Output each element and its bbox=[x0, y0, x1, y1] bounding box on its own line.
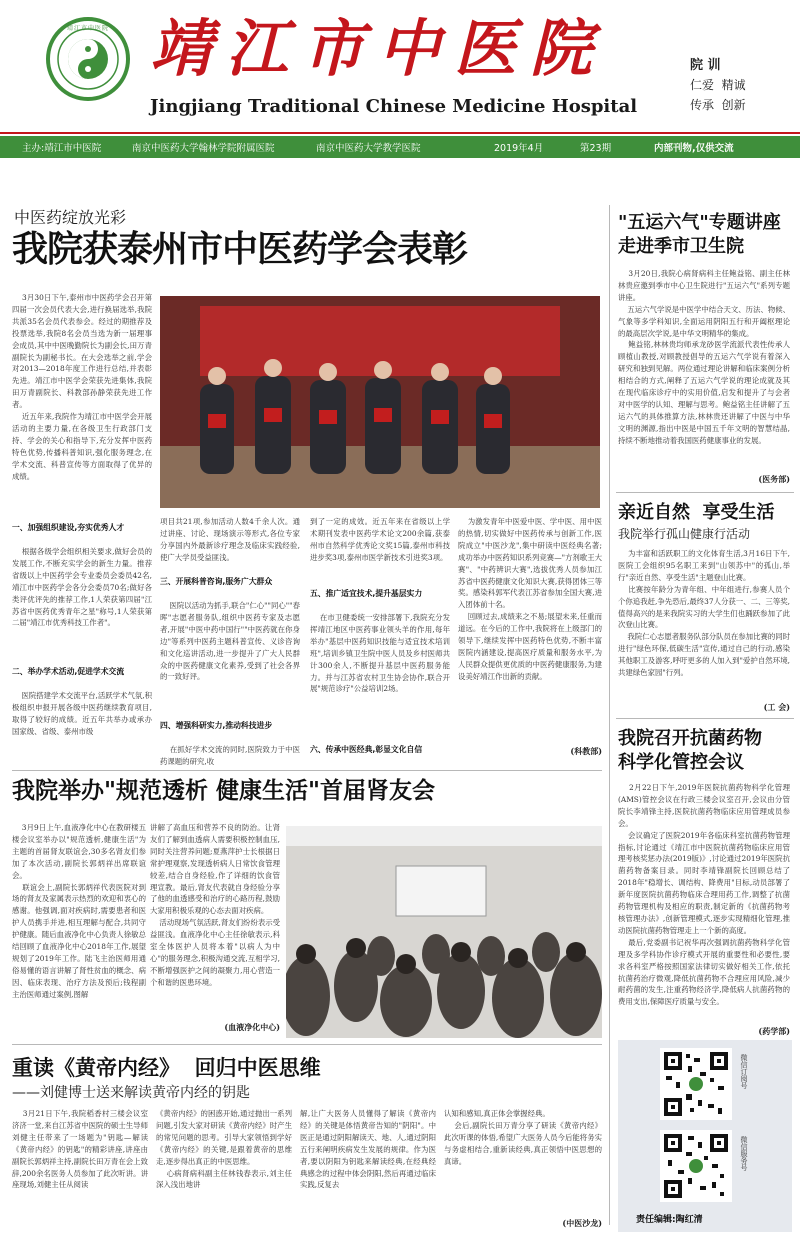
side3-credit: (药学部) bbox=[758, 1026, 790, 1036]
lead-col-3a: 到了一定的成效。近五年来在省级以上学术期刊发表中医药学术论文200余篇,获泰州市自然科学优秀论文奖15篇,泰州市科技进步奖3项,泰州市医学新技术引进奖3项。 bbox=[310, 517, 450, 562]
story2-credit: (血液净化中心) bbox=[224, 1022, 280, 1032]
story3-subhead: ——刘健博士送来解读黄帝内经的钥匙 bbox=[12, 1085, 250, 1101]
story3-col-2: 《黄帝内经》的困惑开始,通过抛出一系列问题,引发大家对研读《黄帝内经》时产生的常见问题的思考。引导大家领悟到学好《黄帝内经》的关键,是跟着黄帝的思维走,逐步得出真正的中医思维。 心病肾病科副主任林钱春表示,刘主任深入浅出地讲 bbox=[156, 1109, 292, 1190]
lead-kicker: 中医药绽放光彩 bbox=[14, 208, 127, 227]
lead-col-2-sub-4: 四、增强科研实力,推动科技进步 bbox=[160, 721, 273, 730]
qr-label-2: 微信服务号 bbox=[740, 1136, 748, 1171]
logo-text: 靖江市中医院 bbox=[66, 25, 109, 32]
lead-col-1c: 医院搭建学术交流平台,活跃学术气氛,积极组织申报开展各级中医药继续教育项目,取得了较好的成绩。近五年共举办或承办国家级、省级、泰州市级 bbox=[12, 691, 152, 736]
story3-col-1: 3月21日下午,我院稻香村三楼会议室济济一堂,来自江苏省中医院的硕士生导师刘健主任带来了一场题为"钥匙—解读《黄帝内经》的钥匙"的精彩讲座,讲座由副院长郭炳祥主持,副院长田万青在会上致辞,200余名医务人员参加了此次听讲。讲座现场,刘健主任从阅读 bbox=[12, 1109, 148, 1190]
info-note: 内部刊物,仅供交流 bbox=[654, 143, 734, 154]
lead-rule bbox=[12, 770, 602, 771]
motto-label: 院 训 bbox=[690, 58, 721, 73]
side3-headline-1: 我院召开抗菌药物 bbox=[618, 728, 762, 749]
story3-credit: (中医沙龙) bbox=[562, 1218, 602, 1228]
lead-col-1: 3月30日下午,泰州市中医药学会召开第四届一次会员代表大会,进行换届选举,我院共派35名会员代表参会。经过的期推荐及投票选举,我院8名会员当选为新一届理事会成员,其中中医晚勤院长为副会长,田万青副院长为副秘书长。在大会选举之前,学会对2013—2018年度工作进行总结,并表彰先进。靖江市中医学会荣获先进集体,我院田万青副院长、科教部孙静荣获先进工作者。 近五年来,我院作为靖江市中医学会开展活动的主要力量,在各级卫生行政部门支持、学会的关心和指导下,充分发挥中医药特色优势,传播科普知识,强化服务理念,在学术交流、科普宣传等方面取得了优异的成绩。 bbox=[12, 293, 152, 481]
lead-col-1-sub-2: 二、举办学术活动,促进学术交流 bbox=[12, 667, 125, 676]
side1-credit: (医务部) bbox=[758, 474, 790, 484]
qr-label-1: 微信订阅号 bbox=[740, 1054, 748, 1089]
info-affiliate-1: 南京中医药大学翰林学院附属医院 bbox=[132, 143, 275, 154]
lead-col-3-sub-6: 六、传承中医经典,彰显文化自信 bbox=[310, 745, 423, 754]
side1-body: 3月20日,我院心病肾病科主任鲍益铭、副主任林林贵应邀到季市中心卫生院进行"五运六气"系列专题讲座。 五运六气学说是中医学中结合天文、历法、物候、气象等多学科知识,全面运用阴阳五行和开阖枢理论的最高层次学说,是中华文明精华的集成。 鲍益铭,林林贵均师承龙砂医学流派代表性传承人顾植山教授,对顾教授倡导的五运六气学说有着深入研究和独到见解。两位通过理论讲解和临床案例分析相结合的方式,阐释了五运六气学说的理论成就及其在现代临床诊疗中的实用价值,启发和提升了与会者对中医学的认知、理解与思考。鲍益铭主任讲解了五运六气的具体推算方法,林林贵还讲解了中医与中华文明的渊源,指出中医是中国五千年文明的智慧结晶,持续不断地推动着我国医药健康事业的发展。 bbox=[618, 269, 790, 445]
qr-code-1 bbox=[660, 1048, 732, 1120]
lead-col-2a: 项目共21项,参加活动人数4千余人次。通过讲座、讨论、现场演示等形式,各位专家分享国内外最新诊疗理念及临床实践经验,使广大学员受益匪浅。 bbox=[160, 517, 300, 562]
column-divider bbox=[609, 205, 610, 1225]
side1-rule bbox=[616, 492, 794, 493]
editor-credit: 责任编辑:陶红清 bbox=[636, 1215, 703, 1225]
info-affiliate-2: 南京中医药大学教学医院 bbox=[316, 143, 421, 154]
lead-col-2b: 医院以活动为抓手,联合"仁心""同心""春晖"志愿者服务队,组织中医药专家及志愿者,开展"中医中药中国行""中医药就在你身边"等系列中医药主题科普宣传、义诊咨询和文化巡讲活动,进一步提升了广大人民群众的中医药健康文化素养,受到了社会各界的一致好评。 bbox=[160, 601, 300, 682]
side2-subhead: 我院举行孤山健康行活动 bbox=[618, 527, 751, 541]
motto-line-1: 仁爱 精诚 bbox=[690, 78, 746, 92]
motto-line-2: 传承 创新 bbox=[690, 98, 746, 112]
lead-col-1b: 根据各级学会组织相关要求,做好会员的发展工作,不断充实学会的新生力量。推荐省级以上中医药学会专业委员会委员42名,靖江市中医药学会各分会委员70名;做好各类评优评先的推荐工作,1人荣获第四届"江苏省中医药优秀青年之星"称号,1人荣获第二届"靖江市优秀科技工作者"。 bbox=[12, 547, 152, 628]
lead-col-2c: 在抓好学术交流的同时,医院致力于中医药课题的研究,收 bbox=[160, 745, 300, 766]
qr-code-2 bbox=[660, 1130, 732, 1202]
side2-credit: (工 会) bbox=[763, 702, 790, 712]
lead-col-2-sub-3: 三、开展科普咨询,服务广大群众 bbox=[160, 577, 273, 586]
info-sponsor: 主办:靖江市中医院 bbox=[22, 143, 102, 154]
masthead-title: 靖江市中医院 bbox=[150, 12, 607, 85]
story3-col-3: 解,让广大医务人员懂得了解读《黄帝内经》的关键是体悟黄帝告知的"阴阳"。中医正是通过阴阳解读天、地、人,通过阴阳五行来阐明疾病发生发展的规律。作为医者,要以阴阳为钥匙来解读经典,在经典经典感念的过程中体会阴阳,然后再通过临床实践,反复去 bbox=[300, 1109, 436, 1190]
side3-headline-2: 科学化管控会议 bbox=[618, 752, 744, 773]
lead-col-3b: 在市卫健委统一安排部署下,我院充分发挥靖江地区中医药事业领头羊的作用,每年举办"基层中医药知识技能与适宜技术培训班",培训乡镇卫生院中医人员及乡村医师共计300余人,不断提升基层中医药服务能力。并与江苏省农村卫生协会协作,联合开展"规范诊疗"公益培训2场。 bbox=[310, 613, 450, 694]
story2-col-2: 讲解了高血压和营养不良的防治。让肾友们了解到血透病人需要积极控制血压,同时关注营养问题;夏燕萍护士长根据日常护理观察,发现透析病人日常饮食管理较差,结合自身经验,作了详细的饮食管理宣教。最后,肾友代表就自身经验分享了他的血透感受和治疗的心路历程,鼓励大家用积极乐观的心态去面对疾病。 活动现场气氛活跃,肾友们纷纷表示受益匪浅。血液净化中心主任徐敏表示,科室全体医护人员将本着"以病人为中心"的服务理念,积极沟通交流,互相学习,不断增强医护之间的凝聚力,用心营造一个和谐的医患环境。 bbox=[150, 823, 280, 987]
info-date: 2019年4月 bbox=[494, 143, 544, 154]
info-bar-stripe bbox=[0, 132, 800, 134]
side2-headline: 亲近自然 享受生活 bbox=[618, 502, 775, 523]
logo-emblem-icon bbox=[50, 21, 126, 97]
story2-headline: 我院举办"规范透析 健康生活"首届肾友会 bbox=[12, 778, 435, 804]
story2-col-1: 3月9日上午,血液净化中心在教研楼五楼会议室举办以"规范透析,健康生活"为主题的首届肾友联谊会,30多名肾友们参加了本次活动,副院长郭炳祥出席联谊会。 联谊会上,副院长郭炳祥代表医院对到场的肾友及家属表示热烈的欢迎和衷心的感谢。他强调,面对疾病时,需要患者和医护人员携手并进,相互理解与配合,共同守护健康。随后血液净化中心负责人徐敏总结回顾了血液净化中心2018年工作,展望规划了2019年工作。陆飞主治医师用通俗易懂的语言讲解了肾性贫血的概念、病因、临床表现、治疗方法及预后;钱程副主治医师通过案例,图解 bbox=[12, 823, 146, 999]
lead-col-4: 为激发青年中医爱中医、学中医、用中医的热情,切实做好中医药传承与创新工作,医院成立"中医沙龙",集中研读中医经典名著;成功举办中医药知识系列竞赛—"方剂歌王大赛"、"中药辨识大赛",选拔优秀人员参加江苏省中医药健康文化知识大赛,获得团体三等奖。感染科郭军代表江苏省参加全国大赛,进入团体前十名。 回顾过去,成绩来之不易;展望未来,任重而道远。在今后的工作中,我院将在上级部门的领导下,继续发挥中医药特色优势,不断丰富医院内涵建设,提高医疗质量和服务水平,为人民群众提供更优质的中医药健康服务,为建设美好靖江作出新的贡献。 bbox=[458, 517, 602, 681]
side3-body: 2月22日下午,2019年医院抗菌药物科学化管理(AMS)管控会议在行政三楼会议室召开,会议由分管院长李靖锋主持,医院抗菌药物临床应用管理成员参会。 会议确定了医院2019年各临床科室抗菌药物管理指标,讨论通过《靖江市中医院抗菌药物临床应用管理考核奖惩办法(2019版)》,讨论通过2019年医院抗菌药物备案目录。同时李靖锋副院长回顾总结了2018年"稳增长、调结构、降费用"目标,动员部署了新年度医院抗菌药物临床合理用药工作,调整了抗菌药物管理机构及相应的职责,制定新的《抗菌药物考核管理办法》,创新管理模式,逐步实现精细化管理,推动医院抗菌药物管理走上一个新的高度。 最后,党委副书记祝华再次强调抗菌药物科学化管理及多学科协作诊疗模式开展的重要性和必要性,要求各科室严格按照国家法律切实做好相关工作,依托抗菌药治疗微观,降低抗菌药物不合理应用风险,减少耐药菌的发生,注重药物经济学,降低病人抗菌药物的费用支出,保障医疗质量与安全。 bbox=[618, 783, 790, 1007]
lead-credit: (科教部) bbox=[570, 746, 602, 756]
lead-headline: 我院获泰州市中医药学会表彰 bbox=[12, 229, 468, 270]
side2-body: 为丰富和活跃职工的文化体育生活,3月16日下午,医院工会组织95名职工来到"山领苏中"的孤山,举行"亲近自然、享受生活"主题登山比赛。 比赛按年龄分为青年组、中年组进行,参赛人员个个你追我赶,争先恐后,最终37人分获一、二、三等奖,值得高兴的是来我院实习的大学生们也踊跃参加了此次登山比赛。 我院仁心志愿者服务队部分队员在参加比赛的同时进行"绿色环保,低碳生活"宣传,通过自己的行动,感染其他职工及游客,呼吁更多的人加入到"爱护自然环境,共建绿色家园"行列。 bbox=[618, 549, 790, 678]
story3-headline: 重读《黄帝内经》 回归中医思维 bbox=[12, 1056, 321, 1080]
story3-col-4: 认知和感知,真正体会掌握经典。 会后,副院长田万青分享了研读《黄帝内经》此次听课的体悟,希望广大医务人员今后能将务实与务虚相结合,重新读经典,真正领悟中医思想的真谛。 bbox=[444, 1109, 602, 1166]
lead-award-photo bbox=[160, 296, 600, 508]
info-issue: 第23期 bbox=[580, 143, 612, 154]
story2-seminar-photo bbox=[286, 826, 602, 1038]
side1-headline-2: 走进季市卫生院 bbox=[618, 236, 744, 257]
lead-col-1-sub-1: 一、加强组织建设,夯实优秀人才 bbox=[12, 523, 125, 532]
logo bbox=[46, 17, 130, 101]
lead-col-3-sub-5: 五、推广适宜技术,提升基层实力 bbox=[310, 589, 423, 598]
side2-rule bbox=[616, 718, 794, 719]
story2-rule bbox=[12, 1044, 602, 1045]
side1-headline-1: "五运六气"专题讲座 bbox=[618, 212, 781, 233]
masthead-title-en: Jingjiang Traditional Chinese Medicine Hospital bbox=[150, 96, 638, 117]
